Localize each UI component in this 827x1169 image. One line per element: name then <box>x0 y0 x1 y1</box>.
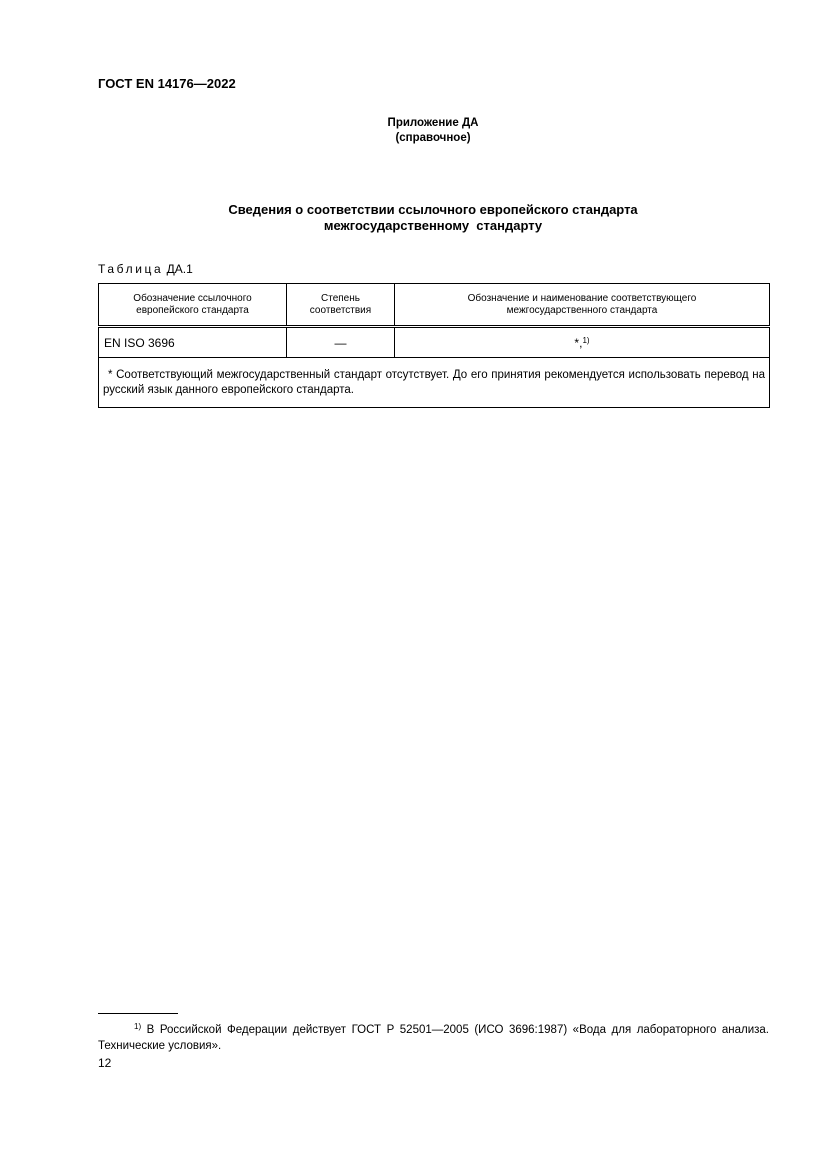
table-caption-word: Таблица <box>98 262 164 276</box>
footnote-mark: 1) <box>134 1022 142 1031</box>
footnote-separator <box>98 1013 178 1014</box>
header-interstate-standard-line1: Обозначение и наименование соответствующего <box>467 292 697 304</box>
page-number: 12 <box>98 1056 112 1070</box>
header-reference-standard-line1: Обозначение ссылочного <box>133 292 252 304</box>
correspondence-table <box>98 283 770 408</box>
table-row <box>99 327 770 358</box>
cell-degree: — <box>287 327 395 358</box>
footnote-text: В Российской Федерации действует ГОСТ Р 52501—2005 (ИСО 3696:1987) «Вода для лабораторного анализа. Технические условия». <box>98 1024 769 1052</box>
annex-title: Приложение ДА <box>387 117 479 129</box>
header-reference-standard-line2: европейского стандарта <box>136 304 249 316</box>
header-degree <box>287 284 395 327</box>
annex-heading <box>0 116 827 146</box>
table-caption-number: ДА.1 <box>166 262 193 276</box>
header-interstate-standard <box>395 284 770 327</box>
table-caption <box>98 262 193 276</box>
annex-type: (справочное) <box>395 132 471 144</box>
header-degree-line1: Степень <box>321 292 360 304</box>
cell-interstate-standard-mark: *, <box>574 335 583 350</box>
cell-interstate-standard <box>395 327 770 358</box>
document-code: ГОСТ EN 14176—2022 <box>98 76 236 91</box>
table-note <box>99 358 770 408</box>
table-header-row <box>99 284 770 327</box>
table-note-text: * Соответствующий межгосударственный стандарт отсутствует. До его принятия рекомендуется использовать перевод на русский язык данного европейского стандарта. <box>103 369 765 396</box>
section-title <box>0 202 827 234</box>
header-degree-line2: соответствия <box>309 304 372 316</box>
header-interstate-standard-line2: межгосударственного стандарта <box>506 304 658 316</box>
cell-reference-standard: EN ISO 3696 <box>99 327 287 358</box>
section-title-line2: межгосударственному стандарту <box>323 218 543 233</box>
header-reference-standard <box>99 284 287 327</box>
section-title-line1: Сведения о соответствии ссылочного европейского стандарта <box>228 202 638 217</box>
footnote-reference: 1) <box>582 335 590 345</box>
footnote <box>98 1019 769 1054</box>
table-note-row <box>99 358 770 408</box>
